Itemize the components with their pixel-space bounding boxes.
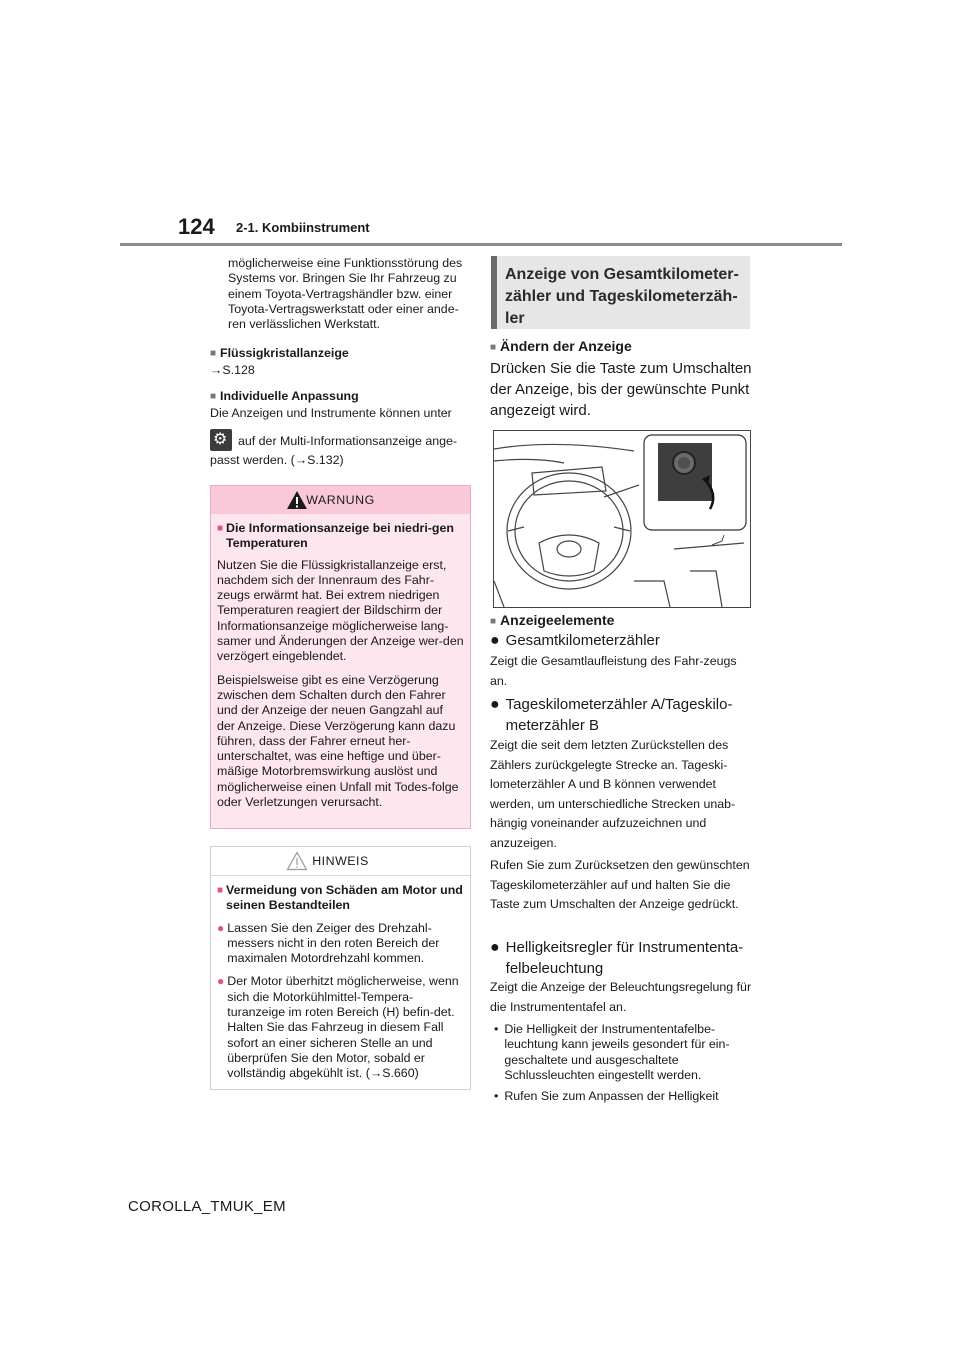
note-header <box>211 847 470 876</box>
note-title: HINWEIS <box>312 854 369 868</box>
note-box <box>210 846 471 1090</box>
odo-text: Zeigt die Gesamtlaufleistung des Fahr-zeugs an. <box>490 654 737 688</box>
warning-title: WARNUNG <box>306 493 375 507</box>
square-bullet-icon: ■ <box>490 342 497 353</box>
bullet-dot-icon: ● <box>490 696 500 713</box>
brightness-text: Zeigt die Anzeige der Beleuchtungsregelung für die Instrumententafel an. <box>490 980 752 1014</box>
lcd-heading: ■ Flüssigkristallanzeige <box>210 346 349 360</box>
elements-heading: ■ Anzeigeelemente <box>490 612 615 628</box>
bullet-dot-icon: ● <box>490 939 500 956</box>
trip-text-2: Rufen Sie zum Zurücksetzen den gewünschten Tageskilometerzähler auf und halten Sie die Taste zum Umschalten der Anzeige gedrückt. <box>490 858 750 912</box>
brightness-title: ● Helligkeitsregler für Instrumententa-felbeleuchtung <box>490 939 744 977</box>
warning-box <box>210 485 471 829</box>
footer-document-code: COROLLA_TMUK_EM <box>128 1198 286 1215</box>
page-number: 124 <box>178 214 215 239</box>
steering-wheel-illustration <box>493 430 751 608</box>
gear-icon <box>210 429 232 451</box>
bullet-icon: • <box>494 1022 499 1036</box>
warning-paragraph-1: Nutzen Sie die Flüssigkristallanzeige erst, nachdem sich der Innenraum des Fahr-zeugs erwärmt hat. Bei extrem niedrigen Temperaturen reagiert der Bildschirm der Informationsanzeige möglicherweise lang-samer und Änderungen der Anzeige wer-den verzögert eingeblendet. <box>217 557 464 664</box>
custom-text-line1: Die Anzeigen und Instrumente können unter <box>210 406 452 420</box>
trip-text-1: Zeigt die seit dem letzten Zurückstellen des Zählers zurückgelegte Strecke an. Tageski-lometerzähler A und B können verwendet werden, um unterschiedliche Strecken unab-hängig voneinander aufzuzeichnen und anzuzeigen. <box>490 738 736 850</box>
custom-heading: ■ Individuelle Anpassung <box>210 389 359 403</box>
note-item-1: ● Lassen Sie den Zeiger des Drehzahl-messers nicht in den roten Bereich der maximalen Motordrehzahl kommen. <box>217 920 440 966</box>
warning-header <box>211 486 470 514</box>
bullet-dot-icon: ● <box>217 920 225 935</box>
intro-paragraph: möglicherweise eine Funktionsstörung des Systems vor. Bringen Sie Ihr Fahrzeug zu einem Toyota-Vertragshändler bzw. einer Toyota-Vertragswerkstatt oder einer ande-ren verlässlichen Werkstatt. <box>228 256 463 332</box>
square-bullet-icon: ■ <box>210 391 217 402</box>
bullet-icon: • <box>494 1089 499 1103</box>
change-display-heading: ■ Ändern der Anzeige <box>490 338 632 354</box>
brightness-bullet-2: • Rufen Sie zum Anpassen der Helligkeit <box>494 1089 719 1103</box>
square-bullet-icon: ■ <box>217 885 224 896</box>
square-bullet-icon: ■ <box>217 523 224 534</box>
warning-paragraph-2: Beispielsweise gibt es eine Verzögerung zwischen dem Schalten durch den Fahrer und der Anzeige der neuen Gangzahl auf der Anzeige. Diese Verzögerung kann dazu führen, dass der Fahrer erneut her-unterschaltet, was eine heftige und über-mäßige Motorbremswirkung auslöst und möglicherweise einen Unfall mit Todes-folge oder Verletzungen verursacht. <box>217 672 459 810</box>
square-bullet-icon: ■ <box>490 616 497 627</box>
trip-title: ● Tageskilometerzähler A/Tageskilo-meterzähler B <box>490 696 733 734</box>
brightness-bullet-1: • Die Helligkeit der Instrumententafelbe-leuchtung kann jeweils gesondert für ein-geschaltete und ausgeschaltete Schlussleuchten eingestellt werden. <box>494 1022 730 1082</box>
custom-text-line3: passt werden. (→S.132) <box>210 453 344 467</box>
topic-title: Anzeige von Gesamtkilometer-zähler und Tageskilometerzäh-ler <box>505 266 739 327</box>
note-heading: ■ Vermeidung von Schäden am Motor und seinen Bestandteilen <box>217 883 463 913</box>
custom-text-line2: ⚙auf der Multi-Informationsanzeige ange- <box>210 429 472 451</box>
header-divider <box>120 243 842 246</box>
odo-title: ● Gesamtkilometerzähler <box>490 632 660 649</box>
lcd-reference: →S.128 <box>210 363 255 377</box>
dashboard-drawing <box>494 431 750 607</box>
section-header: 2-1. Kombiinstrument <box>236 220 370 235</box>
square-bullet-icon: ■ <box>210 348 217 359</box>
note-item-2: ● Der Motor überhitzt möglicherweise, wenn sich die Motorkühlmittel-Tempera-turanzeige im roten Bereich (H) befin-det. Halten Sie das Fahrzeug in diesem Fall sofort an einer sicheren Stelle an und überprüfen Sie den Motor, sobald er vollständig abgekühlt ist. (→S.660) <box>217 974 459 1081</box>
bullet-dot-icon: ● <box>217 974 225 989</box>
topic-box <box>491 256 750 329</box>
warning-heading: ■ Die Informationsanzeige bei niedri-gen Temperaturen <box>217 521 454 551</box>
change-display-text: Drücken Sie die Taste zum Umschalten der Anzeige, bis der gewünschte Punkt angezeigt wird. <box>490 360 752 419</box>
bullet-dot-icon: ● <box>490 632 500 649</box>
